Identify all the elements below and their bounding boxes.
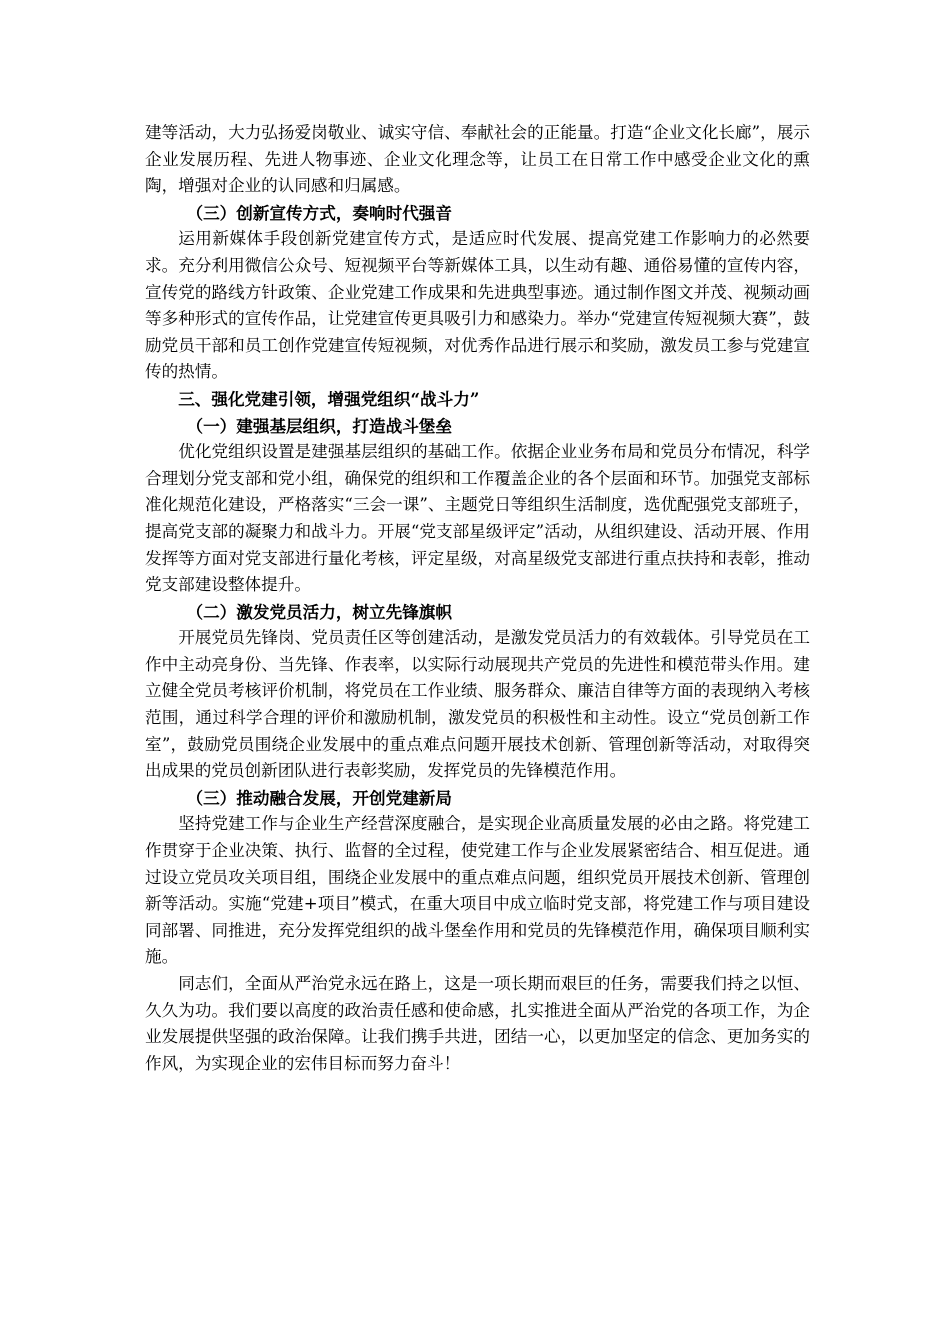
section-heading-three: 三、强化党建引领，增强党组织“战斗力” bbox=[178, 388, 480, 409]
paragraph-culture-gallery: 建等活动，大力弘扬爱岗敬业、诚实守信、奉献社会的正能量。打造“企业文化长廊”，展示企业发展历程、先进人物事迹、企业文化理念等，让员工在日常工作中感受企业文化的熏陶，增强对企业的认同感和归属感。 bbox=[145, 123, 810, 196]
paragraph-integration: 坚持党建工作与企业生产经营深度融合，是实现企业高质量发展的必由之路。将党建工作贯穿于企业决策、执行、监督的全过程，使党建工作与企业发展紧密结合、相互促进。通过设立党员攻关项目组，围绕企业发展中的重点难点问题，组织党员开展技术创新、管理创新等活动。实施“党建+项目”模式，在重大项目中成立临时党支部，将党建工作与项目建设同部署、同推进，充分发挥党组织的战斗堡垒作用和党员的先锋模范作用，确保项目顺利实施。 bbox=[145, 814, 810, 967]
subheading-member-vitality: （二）激发党员活力，树立先锋旗帜 bbox=[186, 601, 452, 622]
paragraph-optimize-organization: 优化党组织设置是建强基层组织的基础工作。依据企业业务布局和党员分布情况，科学合理划分党支部和党小组，确保党的组织和工作覆盖企业的各个层面和环节。加强党支部标准化规范化建设，严格落实“三会一课”、主题党日等组织生活制度，选优配强党支部班子，提高党支部的凝聚力和战斗力。开展“党支部星级评定”活动，从组织建设、活动开展、作用发挥等方面对党支部进行量化考核，评定星级，对高星级党支部进行重点扶持和表彰，推动党支部建设整体提升。 bbox=[145, 442, 810, 595]
subheading-grassroots-organization: （一）建强基层组织，打造战斗堡垒 bbox=[186, 415, 452, 436]
paragraph-closing-remarks: 同志们，全面从严治党永远在路上，这是一项长期而艰巨的任务，需要我们持之以恒、久久为功。我们要以高度的政治责任感和使命感，扎实推进全面从严治党的各项工作，为企业发展提供坚强的政治保障。让我们携手共进，团结一心，以更加坚定的信念、更加务实的作风，为实现企业的宏伟目标而努力奋斗！ bbox=[145, 974, 810, 1073]
document-body bbox=[145, 120, 810, 1077]
paragraph-vanguard-posts: 开展党员先锋岗、党员责任区等创建活动，是激发党员活力的有效载体。引导党员在工作中主动亮身份、当先锋、作表率，以实际行动展现共产党员的先进性和模范带头作用。建立健全党员考核评价机制，将党员在工作业绩、服务群众、廉洁自律等方面的表现纳入考核范围，通过科学合理的评价和激励机制，激发党员的积极性和主动性。设立“党员创新工作室”，鼓励党员围绕企业发展中的重点难点问题开展技术创新、管理创新等活动，对取得突出成果的党员创新团队进行表彰奖励，发挥党员的先锋模范作用。 bbox=[145, 628, 810, 781]
subheading-innovate-publicity: （三）创新宣传方式，奏响时代强音 bbox=[186, 202, 452, 223]
subheading-integrated-development: （三）推动融合发展，开创党建新局 bbox=[186, 787, 452, 808]
paragraph-new-media: 运用新媒体手段创新党建宣传方式，是适应时代发展、提高党建工作影响力的必然要求。充分利用微信公众号、短视频平台等新媒体工具，以生动有趣、通俗易懂的宣传内容，宣传党的路线方针政策、企业党建工作成果和先进典型事迹。通过制作图文并茂、视频动画等多种形式的宣传作品，让党建宣传更具吸引力和感染力。举办“党建宣传短视频大赛”，鼓励党员干部和员工创作党建宣传短视频，对优秀作品进行展示和奖励，激发员工参与党建宣传的热情。 bbox=[145, 229, 810, 382]
